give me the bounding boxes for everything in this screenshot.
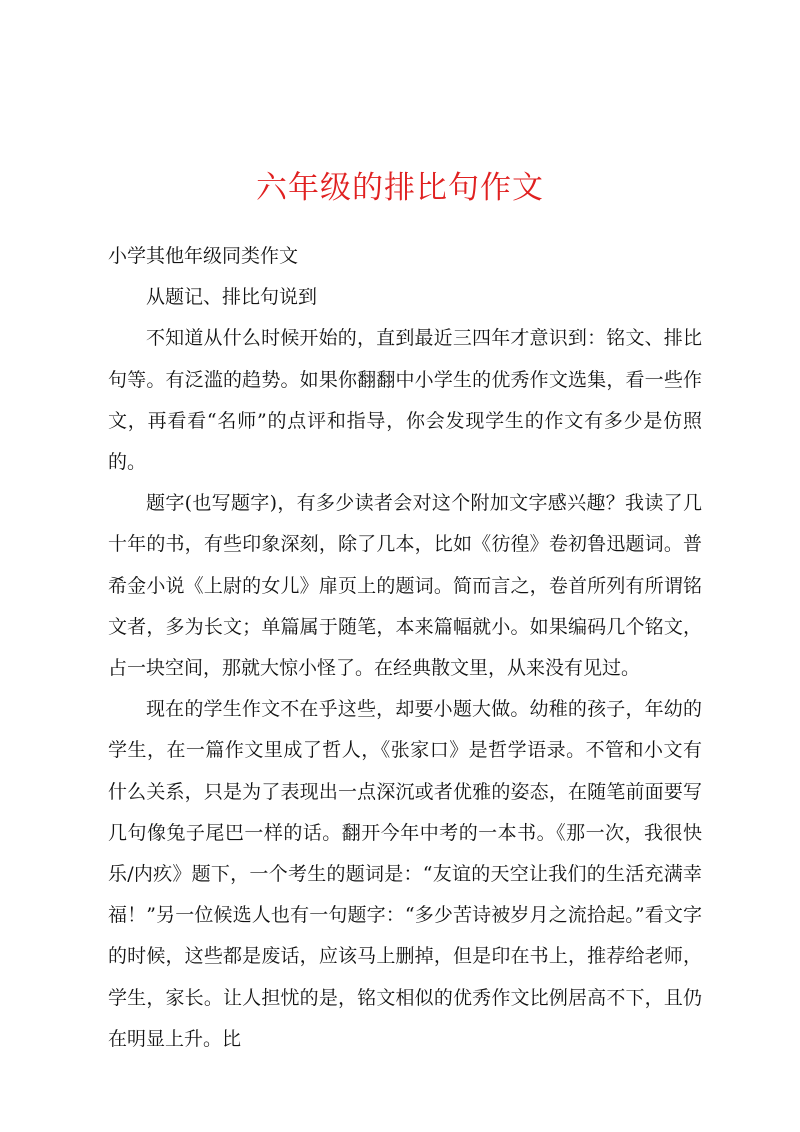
document-title: 六年级的排比句作文 [256,170,544,206]
body-paragraph: 不知道从什么时候开始的，直到最近三四年才意识到：铭文、排比句等。有泛滥的趋势。如果你翻翻中小学生的优秀作文选集，看一些作文，再看看“名师”的点评和指导，你会发现学生的作文有多少是仿照的。 [108,327,702,474]
document-body [108,236,702,1060]
category-line: 小学其他年级同类作文 [108,245,299,267]
body-paragraph: 现在的学生作文不在乎这些，却要小题大做。幼稚的孩子，年幼的学生，在一篇作文里成了哲人，《张家口》是哲学语录。不管和小文有什么关系，只是为了表现出一点深沉或者优雅的姿态，在随笔前面要写几句像兔子尾巴一样的话。翻开今年中考的一本书。《那一次，我很快乐/内疚》题下，一个考生的题词是：“友谊的天空让我们的生活充满幸福！”另一位候选人也有一句题字：“多少苦诗被岁月之流拾起。”看文字的时候，这些都是废话，应该马上删掉，但是印在书上，推荐给老师，学生，家长。让人担忧的是，铭文相似的优秀作文比例居高不下，且仍在明显上升。比 [108,698,702,1050]
section-subtitle: 从题记、排比句说到 [146,286,318,309]
body-paragraph: 题字(也写题字)，有多少读者会对这个附加文字感兴趣？我读了几十年的书，有些印象深刻，除了几本，比如《彷徨》卷初鲁迅题词。普希金小说《上尉的女儿》扉页上的题词。简而言之，卷首所列有所谓铭文者，多为长文；单篇属于随笔，本来篇幅就小。如果编码几个铭文，占一块空间，那就大惊小怪了。在经典散文里，从来没有见过。 [108,492,702,680]
